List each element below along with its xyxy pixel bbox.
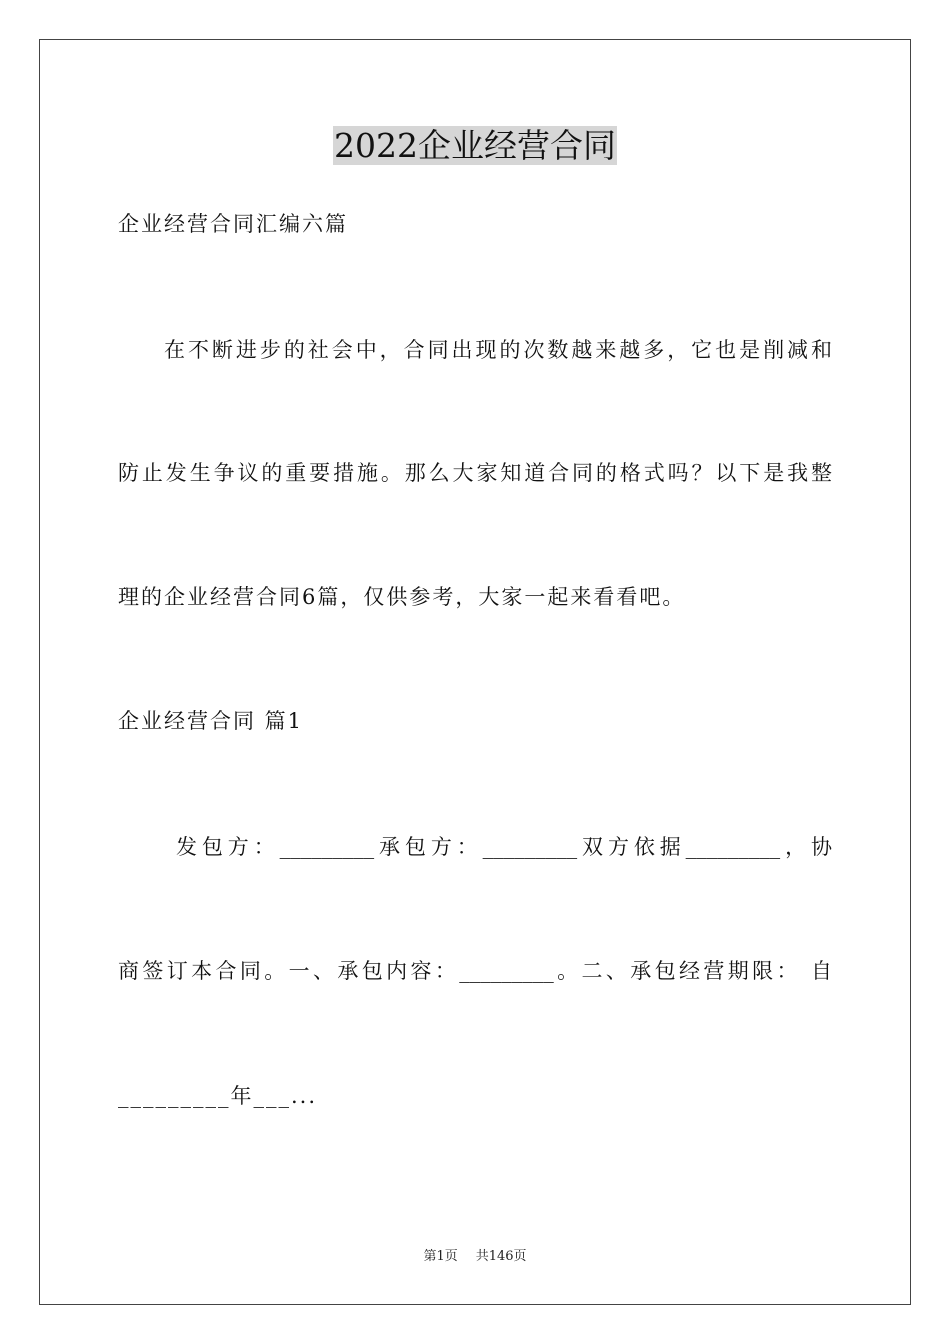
contract-line-3: _________年___... — [118, 1084, 318, 1108]
document-title — [0, 124, 950, 168]
page-footer — [0, 1248, 950, 1266]
contract-line-1: 发包方：_________承包方：_________双方依据_________，协 — [176, 835, 832, 859]
current-page-label: 第1页 — [423, 1249, 458, 1264]
document-subtitle: 企业经营合同汇编六篇 — [118, 212, 348, 236]
section-heading: 企业经营合同 篇1 — [118, 709, 304, 733]
contract-line-2: 商签订本合同。一、承包内容：_________。二、承包经营期限： 自 — [118, 959, 832, 983]
intro-paragraph-line-2: 防止发生争议的重要措施。那么大家知道合同的格式吗？以下是我整 — [118, 461, 832, 485]
document-title-text: 2022企业经营合同 — [334, 126, 616, 165]
intro-paragraph-line-1: 在不断进步的社会中，合同出现的次数越来越多，它也是削减和 — [164, 338, 832, 362]
intro-paragraph-line-3: 理的企业经营合同6篇，仅供参考，大家一起来看看吧。 — [118, 585, 686, 609]
total-pages-label: 共146页 — [475, 1249, 527, 1264]
